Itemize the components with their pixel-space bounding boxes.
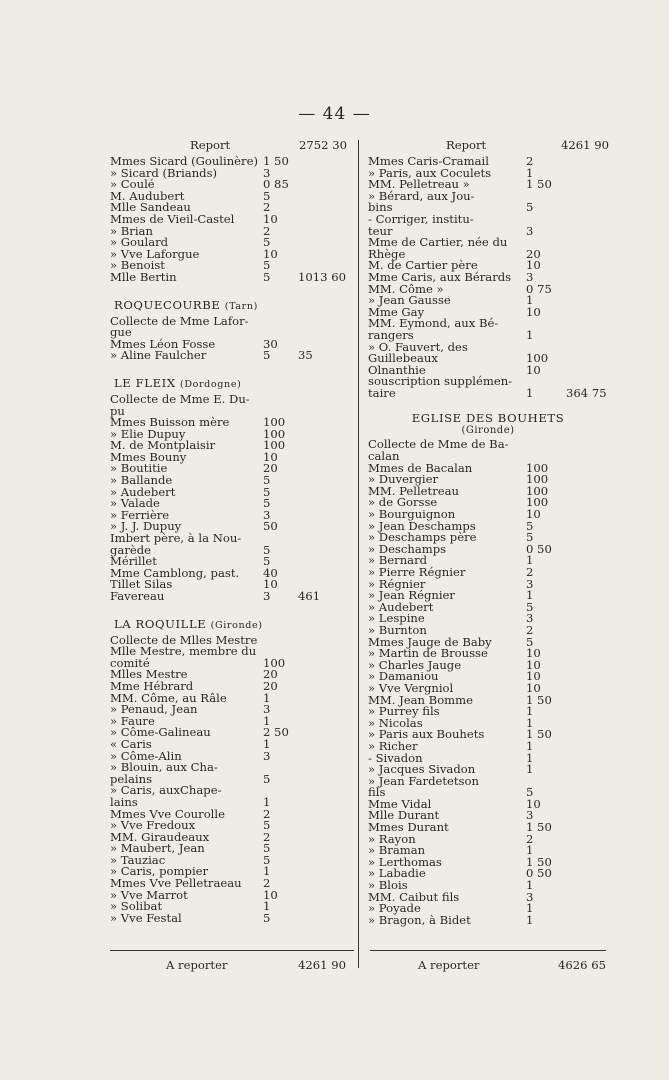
entry-name: » Purrey fils: [368, 704, 440, 719]
entry-name: Mérillet: [110, 554, 157, 569]
entry-amount: 1 50: [526, 854, 552, 869]
entry-amount: 5: [263, 348, 271, 363]
entry-amount: 10: [263, 887, 278, 902]
section-heading: [110, 372, 354, 394]
entry-name: » Audebert: [368, 599, 434, 614]
entry-name: » Blois: [368, 878, 408, 893]
entry-name: » Vve Vergniol: [368, 680, 454, 695]
entry-name: MM. Eymond, aux Bé-: [368, 316, 499, 331]
entry-name: » O. Fauvert, des: [368, 339, 468, 354]
entry-name: » Lerthomas: [368, 854, 442, 869]
entry-name: gue: [110, 325, 132, 340]
entry-name: taire: [368, 385, 396, 400]
entry-name: Mme de Cartier, née du: [368, 235, 508, 250]
entry-amount: 0 85: [263, 177, 289, 192]
entry-amount: 1: [526, 750, 534, 765]
entry-name: » Blouin, aux Cha-: [110, 760, 218, 775]
entry-amount: 2: [263, 806, 271, 821]
entry-amount: 10: [263, 449, 278, 464]
entry-amount: 5: [263, 542, 271, 557]
entry-name: » Solibat: [110, 899, 163, 914]
page-number: — 44 —: [298, 104, 371, 124]
entry-row: [368, 211, 608, 226]
entry-amount: 2: [526, 565, 534, 579]
entry-amount: 100: [263, 438, 286, 453]
entry-amount: 40: [263, 565, 278, 580]
entry-row: [368, 188, 608, 203]
entry-name: MM. Pelletreau »: [368, 177, 470, 192]
entry-amount: 10: [526, 507, 541, 522]
entry-amount: 100: [526, 495, 549, 510]
entry-name: Mlle Sandeau: [110, 200, 191, 215]
entry-amount: 3: [263, 702, 271, 717]
entry-amount: 1: [263, 864, 271, 879]
entry-name: M. de Montplaisir: [110, 438, 216, 453]
entry-name: » Côme-Galineau: [110, 725, 211, 740]
entry-row: [368, 385, 608, 400]
entry-amount: 1: [526, 293, 534, 308]
entry-name: Mme Caris, aux Bérards: [368, 269, 512, 284]
entry-name: » Caris, auxChape-: [110, 783, 222, 798]
entry-name: Olnanthie: [368, 362, 426, 377]
section-place: (Tarn): [224, 300, 258, 312]
entry-amount: 100: [263, 415, 286, 430]
entry-amount: 0 50: [526, 866, 552, 881]
entry-amount: 1 50: [526, 692, 552, 707]
entry-name: Mlle Bertin: [110, 269, 177, 284]
entry-name: teur: [368, 223, 393, 238]
entry-amount: 1: [526, 901, 534, 916]
entry-row: [110, 785, 354, 797]
entry-name: » Richer: [368, 738, 418, 753]
entry-amount: 100: [526, 351, 549, 366]
entry-amount: 5: [526, 518, 534, 533]
entry-name: lains: [110, 794, 138, 809]
entry-name: » J. J. Dupuy: [110, 519, 182, 534]
entry-amount: 20: [263, 678, 278, 693]
entry-name: Collecte de Mlles Mestre: [110, 632, 258, 647]
entry-name: » Jean Gausse: [368, 293, 451, 308]
entry-amount: 10: [263, 577, 278, 592]
entry-amount: 1: [263, 899, 271, 914]
section-place: (Gironde): [210, 619, 263, 631]
section-title: ROQUECOURBE: [114, 297, 221, 312]
entry-name: » Paris aux Bouhets: [368, 727, 485, 742]
entry-amount: 3: [263, 748, 271, 763]
entry-amount: 3: [526, 223, 534, 238]
entry-amount: 5: [263, 235, 271, 250]
entry-name: Mme Hébrard: [110, 678, 194, 693]
entry-amount: 5: [263, 554, 271, 569]
entry-name: MM. Pelletreau: [368, 483, 459, 498]
entry-amount: 50: [263, 519, 278, 534]
entry-amount: 1 50: [526, 820, 552, 835]
entry-amount: 5: [263, 496, 271, 511]
entry-amount: 2: [526, 622, 534, 637]
entry-amount: 3: [263, 507, 271, 522]
entry-amount: 5: [263, 258, 271, 273]
entry-name: » Jean Régnier: [368, 588, 455, 603]
entry-amount: 3: [526, 808, 534, 823]
entry-amount: 100: [263, 426, 286, 441]
entry-name: » Penaud, Jean: [110, 702, 198, 717]
entry-name: » Ferrière: [110, 507, 170, 522]
entry-name: » Valade: [110, 496, 160, 511]
entry-name: MM. Côme, au Râle: [110, 690, 227, 705]
entry-name: Imbert père, à la Nou-: [110, 531, 242, 546]
entry-name: MM. Caibut fils: [368, 889, 460, 904]
entry-amount: 1: [526, 912, 534, 927]
entry-amount: 3: [526, 889, 534, 904]
entry-name: » Côme-Alin: [110, 748, 182, 763]
entry-name: calan: [368, 449, 400, 464]
entry-name: » Caris, pompier: [110, 864, 209, 879]
entry-amount: 100: [526, 472, 549, 487]
entry-name: souscription supplémen-: [368, 374, 513, 389]
entry-amount: 1: [263, 713, 271, 728]
entry-amount: 0 50: [526, 541, 552, 556]
entry-amount: 3: [526, 576, 534, 591]
entry-name: » Aline Faulcher: [110, 348, 207, 363]
entry-name: » Deschamps père: [368, 530, 477, 545]
entry-name: Mmes Léon Fosse: [110, 336, 216, 351]
entry-amount: 10: [526, 657, 541, 672]
entry-name: Mmes Vve Pelletraeau: [110, 876, 242, 891]
entry-amount: 3: [263, 165, 271, 180]
entry-name: » Paris, aux Coculets: [368, 165, 492, 180]
entry-name: Guillebeaux: [368, 351, 438, 366]
entry-name: garède: [110, 542, 152, 557]
entry-name: MM. Jean Bomme: [368, 692, 474, 707]
entry-row: [368, 912, 608, 927]
entry-amount: 2: [263, 876, 271, 891]
section-title: LE FLEIX: [114, 375, 176, 390]
entry-amount: 5: [263, 818, 271, 833]
entry-name: Mmes Caris-Cramail: [368, 154, 489, 168]
entry-name: » Audebert: [110, 484, 176, 499]
entry-name: - Sivadon: [368, 750, 423, 765]
entry-amount: 1: [526, 327, 534, 342]
entry-subtotal: 1013 60: [298, 269, 346, 284]
entry-name: » Sicard (Briands): [110, 165, 218, 180]
entry-name: Mme Camblong, past.: [110, 565, 240, 580]
entry-row: [368, 439, 608, 451]
entry-name: » Benoist: [110, 258, 165, 273]
entry-name: » Damaniou: [368, 669, 439, 684]
entries-block: [110, 313, 354, 363]
entry-name: » Goulard: [110, 235, 169, 250]
entry-amount: 3: [526, 611, 534, 626]
entry-amount: 1: [263, 736, 271, 751]
entry-row: [110, 910, 354, 925]
entry-name: » Vve Festal: [110, 910, 182, 925]
entry-amount: 1: [526, 715, 534, 730]
entry-name: Favereau: [110, 589, 165, 603]
entries-block: [110, 632, 354, 925]
footer-label: A reporter: [418, 958, 480, 972]
entry-name: » Jean Fardetetson: [368, 773, 479, 788]
entry-name: » Coulé: [110, 177, 155, 192]
entry-amount: 1: [526, 843, 534, 858]
entry-amount: 100: [263, 655, 286, 670]
entry-amount: 5: [263, 484, 271, 499]
entries-block: [110, 156, 354, 284]
entry-amount: 10: [526, 680, 541, 695]
entry-amount: 2: [526, 154, 534, 168]
entry-name: » Duvergier: [368, 472, 439, 487]
entry-name: » Martin de Brousse: [368, 646, 488, 661]
entry-name: » Boutitie: [110, 461, 168, 476]
entry-amount: 10: [526, 258, 541, 273]
section-title: EGLISE DES BOUHETS: [411, 411, 565, 426]
entry-name: » Vve Marrot: [110, 887, 188, 902]
entry-name: Mmes Bouny: [110, 449, 187, 464]
entry-name: » Faure: [110, 713, 155, 728]
entry-amount: 5: [263, 841, 271, 856]
entry-name: M. Audubert: [110, 188, 185, 203]
entry-amount: 1: [526, 165, 534, 180]
entry-name: rangers: [368, 327, 414, 342]
entry-name: - Corriger, institu-: [368, 211, 474, 226]
entry-amount: 5: [263, 910, 271, 925]
entry-amount: 1: [526, 878, 534, 893]
entry-amount: 10: [526, 796, 541, 811]
entry-name: » Labadie: [368, 866, 426, 881]
entry-name: » Burnton: [368, 622, 427, 637]
report-label: Report: [190, 138, 231, 152]
entry-name: » Maubert, Jean: [110, 841, 205, 856]
entry-row: [110, 313, 354, 328]
entry-name: MM. Giraudeaux: [110, 829, 210, 844]
section-heading: [110, 613, 354, 635]
entry-amount: 10: [526, 669, 541, 684]
entry-amount: 3: [263, 589, 271, 603]
entry-name: bins: [368, 200, 393, 215]
entry-amount: 1 50: [526, 727, 552, 742]
section-place: (Dordogne): [179, 378, 242, 390]
entry-name: » Deschamps: [368, 541, 447, 556]
entry-amount: 2: [526, 831, 534, 846]
entry-amount: 2: [263, 829, 271, 844]
report-amount: 2752 30: [299, 138, 347, 152]
entry-amount: 2 50: [263, 725, 289, 740]
entry-name: » Lespine: [368, 611, 425, 626]
entry-amount: 1: [526, 704, 534, 719]
entry-name: Mmes de Vieil-Castel: [110, 211, 235, 226]
left-column: [110, 138, 354, 924]
entry-name: fils: [368, 785, 386, 800]
entry-name: » de Gorsse: [368, 495, 438, 510]
section-heading: [110, 294, 354, 316]
entry-name: Tillet Silas: [110, 577, 173, 592]
entry-name: » Jacques Sivadon: [368, 762, 476, 777]
entry-name: » Bragon, à Bidet: [368, 912, 471, 927]
entry-amount: 1: [526, 385, 534, 400]
entry-amount: 5: [526, 599, 534, 614]
entry-amount: 30: [263, 336, 278, 351]
entry-name: Mmes Durant: [368, 820, 449, 835]
entry-name: Mmes de Bacalan: [368, 460, 473, 475]
entry-amount: 5: [263, 188, 271, 203]
entry-amount: 20: [263, 461, 278, 476]
entries-block: [368, 439, 608, 926]
entry-name: » Poyade: [368, 901, 421, 916]
footer-rule: [110, 950, 354, 951]
entry-amount: 100: [526, 483, 549, 498]
entry-name: Mmes Jauge de Baby: [368, 634, 492, 649]
entry-name: « Caris: [110, 736, 152, 751]
section-place: (Gironde): [461, 425, 515, 437]
entry-name: M. de Cartier père: [368, 258, 478, 273]
entry-name: » Bourguignon: [368, 507, 456, 522]
entry-row: [368, 773, 608, 788]
entry-name: » Nicolas: [368, 715, 423, 730]
entry-name: Mlles Mestre: [110, 667, 188, 682]
section-heading: [368, 409, 608, 439]
entry-name: Mmes Sicard (Goulinère): [110, 154, 258, 168]
entry-subtotal: 364 75: [566, 385, 607, 400]
entry-amount: 2: [263, 200, 271, 215]
footer-rule: [370, 950, 606, 951]
entry-amount: 100: [526, 460, 549, 475]
entry-amount: 1: [526, 588, 534, 603]
entry-name: » Jean Deschamps: [368, 518, 476, 533]
entry-name: Collecte de Mme E. Du-: [110, 391, 250, 406]
entry-row: [110, 391, 354, 406]
right-column: [368, 138, 608, 926]
entry-amount: 1: [263, 794, 271, 809]
entry-amount: 5: [526, 530, 534, 545]
entry-name: Rhège: [368, 246, 406, 261]
entry-row: [110, 591, 354, 603]
entry-name: Mmes Vve Courolle: [110, 806, 225, 821]
entry-name: » Bernard: [368, 553, 428, 568]
entry-name: Mlle Mestre, membre du: [110, 644, 257, 659]
entry-amount: 1: [526, 762, 534, 777]
entry-amount: 10: [526, 362, 541, 377]
footer-amount: 4261 90: [298, 958, 346, 972]
entry-name: Mmes Buisson mère: [110, 415, 230, 430]
entry-amount: 5: [263, 473, 271, 488]
entry-name: » Pierre Régnier: [368, 565, 466, 579]
entry-amount: 1: [263, 690, 271, 705]
entry-name: Collecte de Mme Lafor-: [110, 313, 249, 328]
entry-name: » Bérard, aux Jou-: [368, 188, 475, 203]
report-amount: 4261 90: [561, 138, 609, 152]
entry-name: Mme Gay: [368, 304, 425, 319]
entry-amount: 20: [526, 246, 541, 261]
entry-amount: 2: [263, 223, 271, 238]
entry-name: » Ballande: [110, 473, 173, 488]
entry-name: pu: [110, 403, 125, 418]
footer-label: A reporter: [166, 958, 228, 972]
section-title: LA ROQUILLE: [114, 616, 207, 631]
entries-block: [110, 391, 354, 603]
entry-amount: 5: [263, 852, 271, 867]
entry-amount: 10: [263, 246, 278, 261]
entry-amount: 5: [263, 269, 271, 284]
entry-name: » Braman: [368, 843, 426, 858]
entry-amount: 5: [526, 785, 534, 800]
entries-block: [368, 156, 608, 399]
entry-amount: 3: [526, 269, 534, 284]
entry-name: » Elie Dupuy: [110, 426, 186, 441]
entry-name: Mlle Durant: [368, 808, 440, 823]
entry-amount: 5: [263, 771, 271, 786]
entry-amount: 1: [526, 738, 534, 753]
entry-name: » Tauziac: [110, 852, 166, 867]
entry-name: » Brian: [110, 223, 153, 238]
entry-amount: 10: [526, 646, 541, 661]
column-divider: [358, 140, 359, 968]
entry-amount: 1 50: [526, 177, 552, 192]
entry-name: comité: [110, 655, 150, 670]
entry-amount: 1 50: [263, 154, 289, 168]
entry-name: Collecte de Mme de Ba-: [368, 437, 509, 452]
entry-row: [110, 350, 354, 362]
entry-amount: 0 75: [526, 281, 552, 296]
entry-name: Mme Vidal: [368, 796, 432, 811]
entry-subtotal: 35: [298, 348, 313, 363]
entry-name: pelains: [110, 771, 153, 786]
entry-name: MM. Côme »: [368, 281, 444, 296]
entry-amount: 10: [526, 304, 541, 319]
entry-row: [110, 269, 354, 284]
entry-name: » Vve Laforgue: [110, 246, 200, 261]
report-label: Report: [446, 138, 487, 152]
entry-subtotal: 461: [298, 589, 321, 603]
entry-name: » Vve Fredoux: [110, 818, 196, 833]
entry-name: » Rayon: [368, 831, 416, 846]
footer-amount: 4626 65: [558, 958, 606, 972]
entry-amount: 5: [526, 200, 534, 215]
entry-name: » Régnier: [368, 576, 426, 591]
entry-amount: 10: [263, 211, 278, 226]
entry-amount: 20: [263, 667, 278, 682]
entry-amount: 5: [526, 634, 534, 649]
entry-name: » Charles Jauge: [368, 657, 462, 672]
entry-amount: 1: [526, 553, 534, 568]
